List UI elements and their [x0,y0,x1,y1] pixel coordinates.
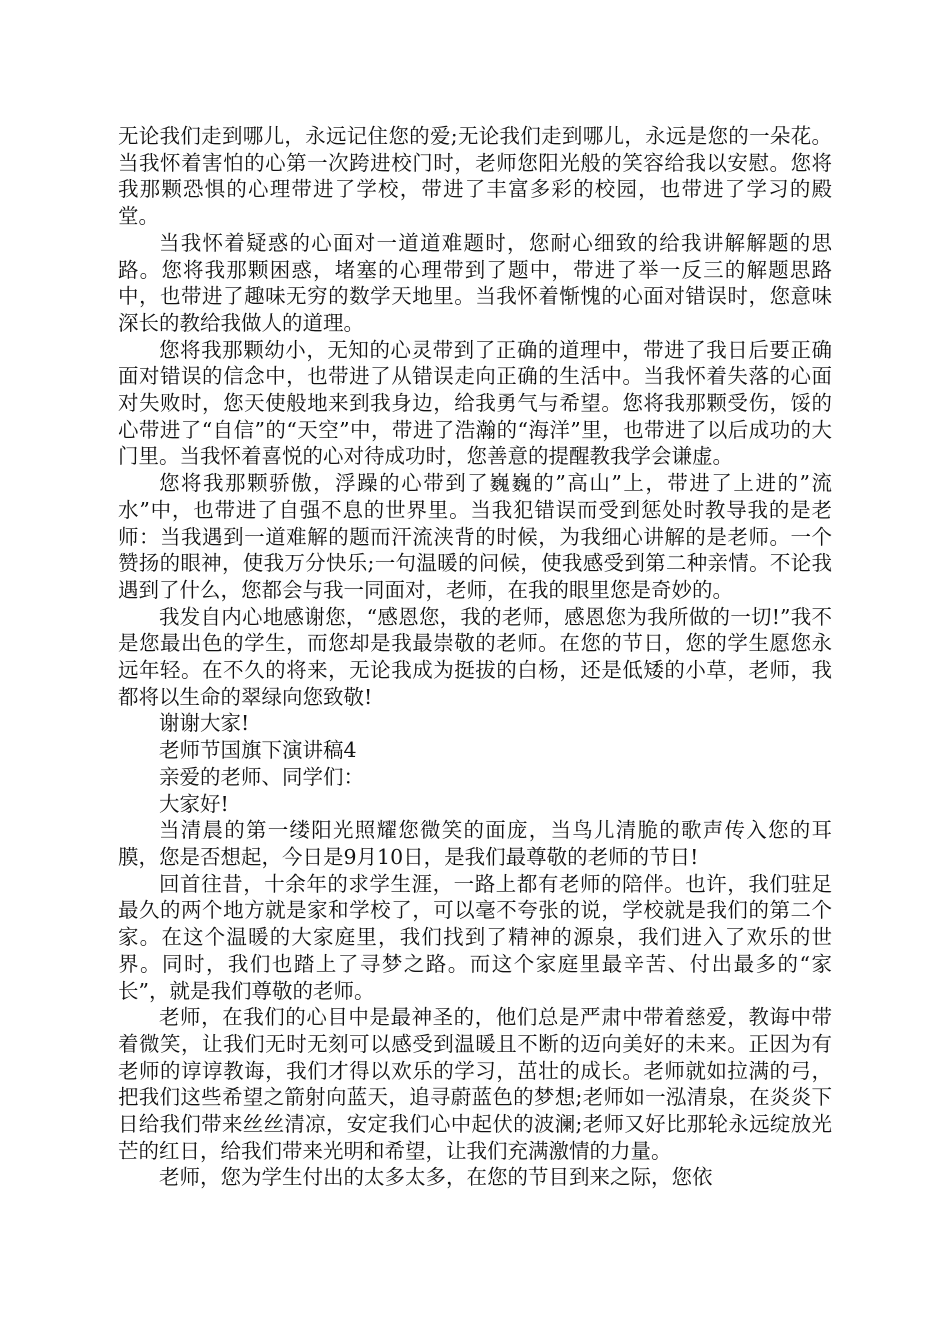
paragraph: 我发自内心地感谢您，“感恩您，我的老师，感恩您为我所做的一切!”我不是您最出色的学生，而您却是我最崇敬的老师。在您的节日，您的学生愿您永远年轻。在不久的将来，无论我成为挺拔的白杨，还是低矮的小草，老师，我都将以生命的翠绿向您致敬! [118,604,832,709]
paragraph: 您将我那颗骄傲，浮躁的心带到了巍巍的”高山”上，带进了上进的”流水”中，也带进了自强不息的世界里。当我犯错误而受到惩处时教导我的是老师：当我遇到一道难解的题而汗流浃背的时候，为我细心讲解的是老师。一个赞扬的眼神，使我万分快乐;一句温暖的问候，使我感受到第二种亲情。不论我遇到了什么，您都会与我一同面对，老师，在我的眼里您是奇妙的。 [118,471,832,602]
paragraph: 回首往昔，十余年的求学生涯，一路上都有老师的陪伴。也许，我们驻足最久的两个地方就是家和学校了，可以毫不夸张的说，学校就是我们的第二个家。在这个温暖的大家庭里，我们找到了精神的源泉，我们进入了欢乐的世界。同时，我们也踏上了寻梦之路。而这个家庭里最辛苦、付出最多的“家长”，就是我们尊敬的老师。 [118,871,832,1003]
document-body [118,123,832,1191]
salutation: 亲爱的老师、同学们： [159,764,364,789]
paragraph: 您将我那颗幼小，无知的心灵带到了正确的道理中，带进了我日后要正确面对错误的信念中，也带进了从错误走向正确的生活中。当我怀着失落的心面对失败时，您天使般地来到我身边，给我勇气与希望。您将我那颗受伤，馁的心带进了“自信”的“天空”中，带进了浩瀚的“海洋”里，也带进了以后成功的大门里。当我怀着喜悦的心对待成功时，您善意的提醒教我学会谦虚。 [118,337,832,469]
paragraph: 当我怀着疑惑的心面对一道道难题时，您耐心细致的给我讲解解题的思路。您将我那颗困惑，堵塞的心理带到了题中，带进了举一反三的解题思路中，也带进了趣味无穷的数学天地里。当我怀着惭愧的心面对错误时，您意味深长的教给我做人的道理。 [118,230,832,335]
paragraph: 无论我们走到哪儿，永远记住您的爱;无论我们走到哪儿，永远是您的一朵花。当我怀着害怕的心第一次跨进校门时，老师您阳光般的笑容给我以安慰。您将我那颗恐惧的心理带进了学校，带进了丰富多彩的校园，也带进了学习的殿堂。 [118,124,832,229]
paragraph: 老师，在我们的心目中是最神圣的，他们总是严肃中带着慈爱，教诲中带着微笑，让我们无时无刻可以感受到温暖且不断的迈向美好的未来。正因为有老师的谆谆教诲，我们才得以欢乐的学习，茁壮的成长。老师就如拉满的弓，把我们这些希望之箭射向蓝天，追寻蔚蓝色的梦想;老师如一泓清泉，在炎炎下日给我们带来丝丝清凉，安定我们心中起伏的波澜;老师又好比那轮永远绽放光芒的红日，给我们带来光明和希望，让我们充满激情的力量。 [118,1005,832,1163]
paragraph: 当清晨的第一缕阳光照耀您微笑的面庞，当鸟儿清脆的歌声传入您的耳膜，您是否想起，今日是9月10日，是我们最尊敬的老师的节日! [118,818,832,869]
section-heading: 老师节国旗下演讲稿4 [159,738,357,763]
closing-line: 谢谢大家! [159,711,250,736]
greeting: 大家好! [159,791,229,816]
paragraph: 老师，您为学生付出的太多太多，在您的节目到来之际，您依 [159,1165,713,1190]
